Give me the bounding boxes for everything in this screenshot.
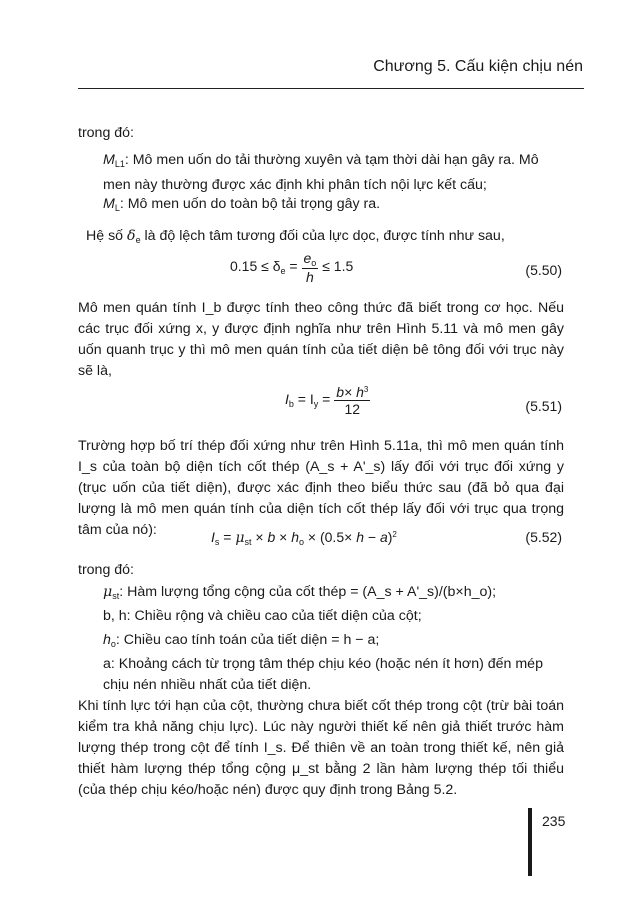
eq550-den: h [306,269,314,285]
paragraph-inertia: Mô men quán tính I_b được tính theo công thức đã biết trong cơ học. Nếu các trục đối xứng x, y được định nghĩa như trên Hình 5.11 và mô men gây uốn quanh trục y thì mô men quán tính của tiết diện bê tông đối với trục này sẽ là, [78,300,564,379]
paragraph-steel: Trường hợp bố trí thép đối xứng như trên Hình 5.11a, thì mô men quán tính I_s của toàn bộ diện tích cốt thép (A_s + A'_s) lấy đối với trục đối xứng y (trục uốn của tiết diện), được xác định theo biểu thức sau (đã bỏ qua đại lượng là mô men quán tính của diện tích cốt thép lấy đối với trục qua trọng tâm của nó): [78,438,564,538]
equation-5-52: $I_s = \mu_{st} \times b \times h_o \times (0.5\times h - a)^2$ [211,529,397,547]
def-ho: $h_o$: Chiều cao tính toán của tiết diện = h − a; [103,632,380,649]
ml-sub: L [114,203,120,213]
where-label-1: trong đó: [78,125,135,141]
coef-a: Hệ số [86,228,124,244]
eq550-num: e [303,250,312,266]
eq551-den: 12 [344,401,361,417]
header-rule [78,88,584,89]
eq550-fraction [302,250,319,285]
paragraph-final: Khi tính lực tới hạn của cột, thường chưa biết cốt thép trong cột (trừ bài toán kiểm tra khả năng chịu lực). Lúc này người thiết kế nên giả thiết trước hàm lượng thép trong cột để tính I_s. Để thiên về an toàn trong thiết kế, nên giả thiết hàm lượng thép tổng cộng μ_st bằng 2 lần hàm lượng thép tối thiểu (của thép chịu kéo/hoặc nén) được quy định trong Bảng 5.2. [78,698,564,798]
eq551-mid: = I [297,391,314,408]
ml-symbol: M [103,196,115,212]
eq551-num-sup: 3 [363,385,369,394]
eq550-left: 0.15 ≤ δ [230,258,281,275]
eq550-equals: = [289,258,298,275]
equation-5-50 [230,250,353,285]
mu-text: : Hàm lượng tổng cộng của cốt thép = (A_s + A'_s)/(b×h_o); [119,584,497,600]
eq550-right: ≤ 1.5 [322,258,354,275]
eq551-lhs-sub: b [288,399,294,410]
def-mu: $\mu_{st}$: Hàm lượng tổng cộng của cốt thép = (A_s + A'_s)/(b×h_o); [103,584,497,601]
delta-symbol: δ [127,228,136,244]
ml1-sub: L1 [114,159,125,169]
def-a: a: Khoảng cách từ trọng tâm thép chịu kéo (hoặc nén ít hơn) đến mép chịu nén nhiều nhất của tiết diện. [103,656,543,693]
chapter-title: Chương 5. Cấu kiện chịu nén [373,58,583,75]
def-bh: b, h: Chiều rộng và chiều cao của tiết diện của cột; [103,608,422,624]
eq550-num-sub: o [311,258,317,268]
ml1-symbol: M [103,152,115,168]
eq551-lhs: I [285,391,289,408]
eq552-number: (5.52) [525,529,562,545]
def-ml1 [103,150,563,196]
eq551-equals: = [322,391,331,408]
eq551-num: b× h [336,384,364,400]
delta-sub: e [135,235,141,245]
eq551-mid-sub: y [313,399,319,410]
eq551-fraction [334,384,370,417]
equation-5-51 [285,384,370,417]
ho-text: : Chiều cao tính toán của tiết diện = h − a; [115,632,380,648]
def-ml [103,194,563,219]
page-number-bar [528,808,532,876]
coef-b: là độ lệch tâm tương đối của lực dọc, được tính như sau, [144,228,505,244]
eq550-number: (5.50) [525,262,562,278]
eq550-sub: e [280,266,286,277]
ml1-text: : Mô men uốn do tải thường xuyên và tạm thời dài hạn gây ra. Mô men này thường được xác định khi phân tích nội lực kết cấu; [103,152,539,193]
where-label-2: trong đó: [78,562,135,578]
page-number: 235 [542,813,566,829]
ml-text: : Mô men uốn do toàn bộ tải trọng gây ra. [119,196,381,212]
coef-sentence [86,226,572,251]
eq551-number: (5.51) [525,398,562,414]
